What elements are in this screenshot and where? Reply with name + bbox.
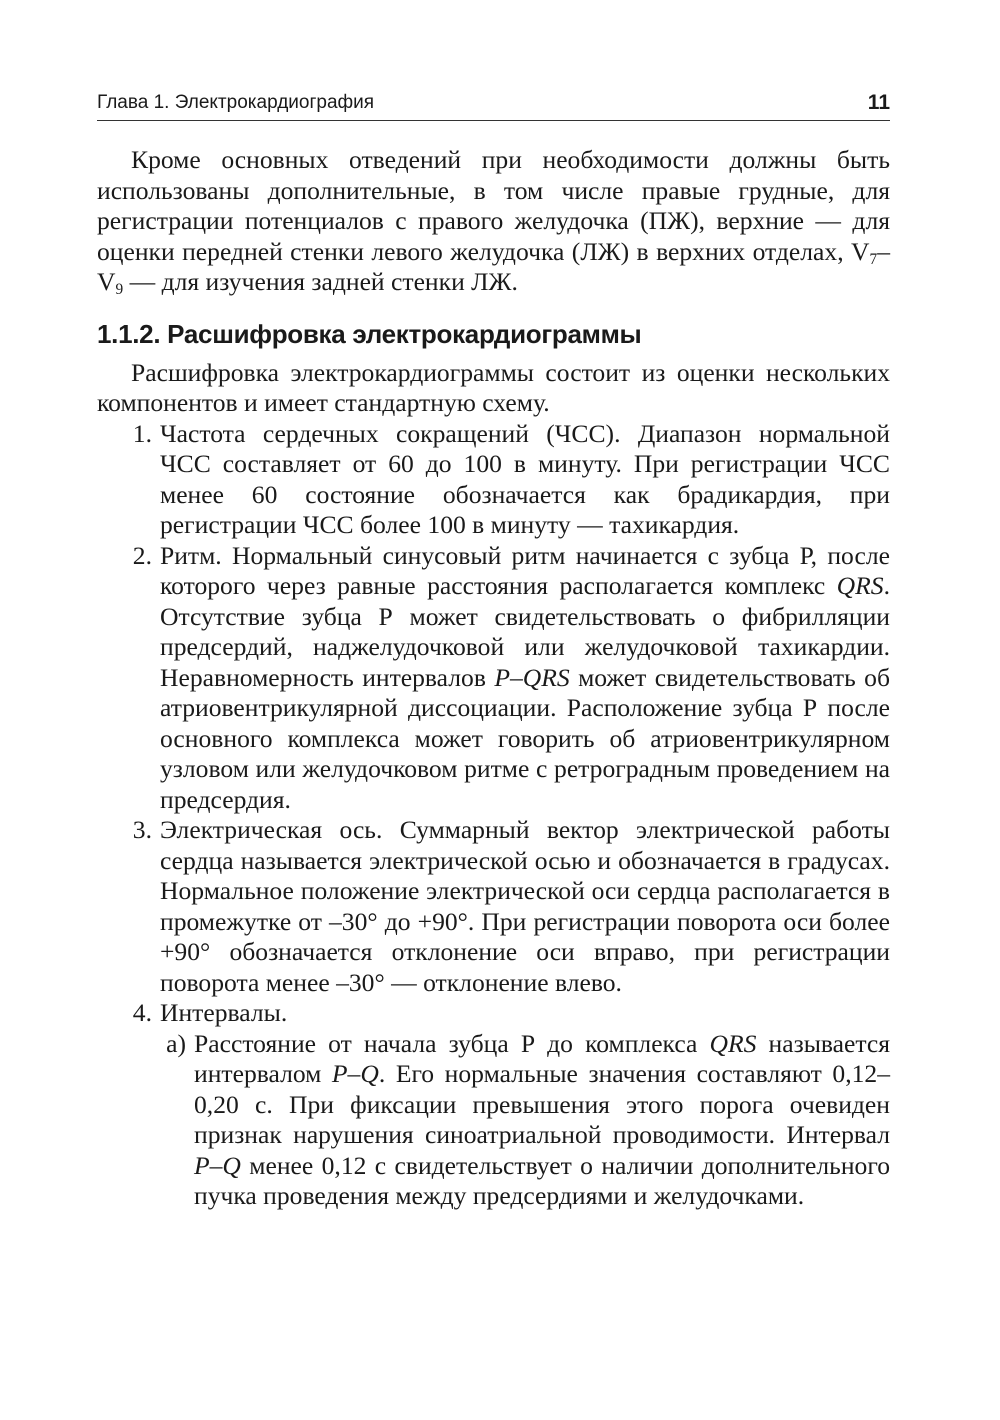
list-item-electrical-axis: [97, 815, 890, 998]
section-lead-paragraph: Расшифровка электрокардиограммы состоит из оценки нескольких компонентов и имеет стандартную схему.: [97, 357, 890, 417]
list-item-intervals: [97, 998, 890, 1212]
section-heading: 1.1.2. Расшифровка электрокардиограммы: [97, 318, 642, 349]
list-marker: 4.: [132, 998, 152, 1027]
list-marker: 1.: [132, 418, 152, 448]
sublist-item-pq-interval: [160, 1029, 890, 1212]
chapter-title: Глава 1. Электрокардиография: [97, 92, 375, 113]
list-item-rhythm: [97, 541, 890, 816]
page-number: 11: [867, 91, 890, 114]
list-item-text: Интервалы.: [160, 998, 288, 1027]
list-item-text: Частота сердечных сокращений (ЧСС). Диапазон нормальной ЧСС составляет от 60 до 100 в минуту. При регистрации ЧСС менее 60 состояние обозначается как брадикардия, при регистрации ЧСС более 100 в минуту — тахикардия.: [160, 418, 890, 539]
sublist-item-text: Расстояние от начала зубца Р до комплекса QRS называется интервалом P–Q. Его нормальные значения составляют 0,12–0,20 с. При фиксации превышения этого порога очевиден признак нарушения синоатриальной проводимости. Интервал P–Q менее 0,12 с свидетельствует о наличии дополнительного пучка проведения между предсердиями и желудочками.: [194, 1028, 890, 1210]
sublist-marker: а): [166, 1028, 186, 1058]
running-head: [97, 88, 890, 121]
list-item-heart-rate: [97, 419, 890, 541]
list-item-text: Ритм. Нормальный синусовый ритм начинается с зубца Р, после которого через равные расстояния располагается комплекс QRS. Отсутствие зубца Р может свидетельствовать о фибрилляции предсердий, наджелудочковой или желудочковой тахикардии. Неравномерность интервалов P–QRS может свидетельствовать об атриовентрикулярной диссоциации. Расположение зубца Р после основного комплекса может говорить об атриовентрикулярном узловом или желудочковом ритме с ретроградным проведением на предсердия.: [160, 540, 890, 814]
list-marker: 2.: [132, 540, 152, 570]
list-item-text: Электрическая ось. Суммарный вектор электрической работы сердца называется электрической осью и обозначается в градусах. Нормальное положение электрической оси сердца располагается в промежутке от –30° до +90°. При регистрации поворота оси более +90° обозначается отклонение оси вправо, при регистрации поворота менее –30° — отклонение влево.: [160, 815, 890, 997]
numbered-list: [97, 419, 890, 1212]
body-text: [97, 145, 890, 1212]
intro-paragraph: Кроме основных отведений при необходимости должны быть использованы дополнительные, в том числе правые грудные, для регистрации потенциалов с правого желудочка (ПЖ), верхние — для оценки передней стенки левого желудочка (ЛЖ) в верхних отделах, $V_7-V_9$ — для изучения задней стенки ЛЖ.: [97, 145, 890, 298]
list-item-content: [160, 998, 890, 1212]
list-marker: 3.: [132, 815, 152, 844]
